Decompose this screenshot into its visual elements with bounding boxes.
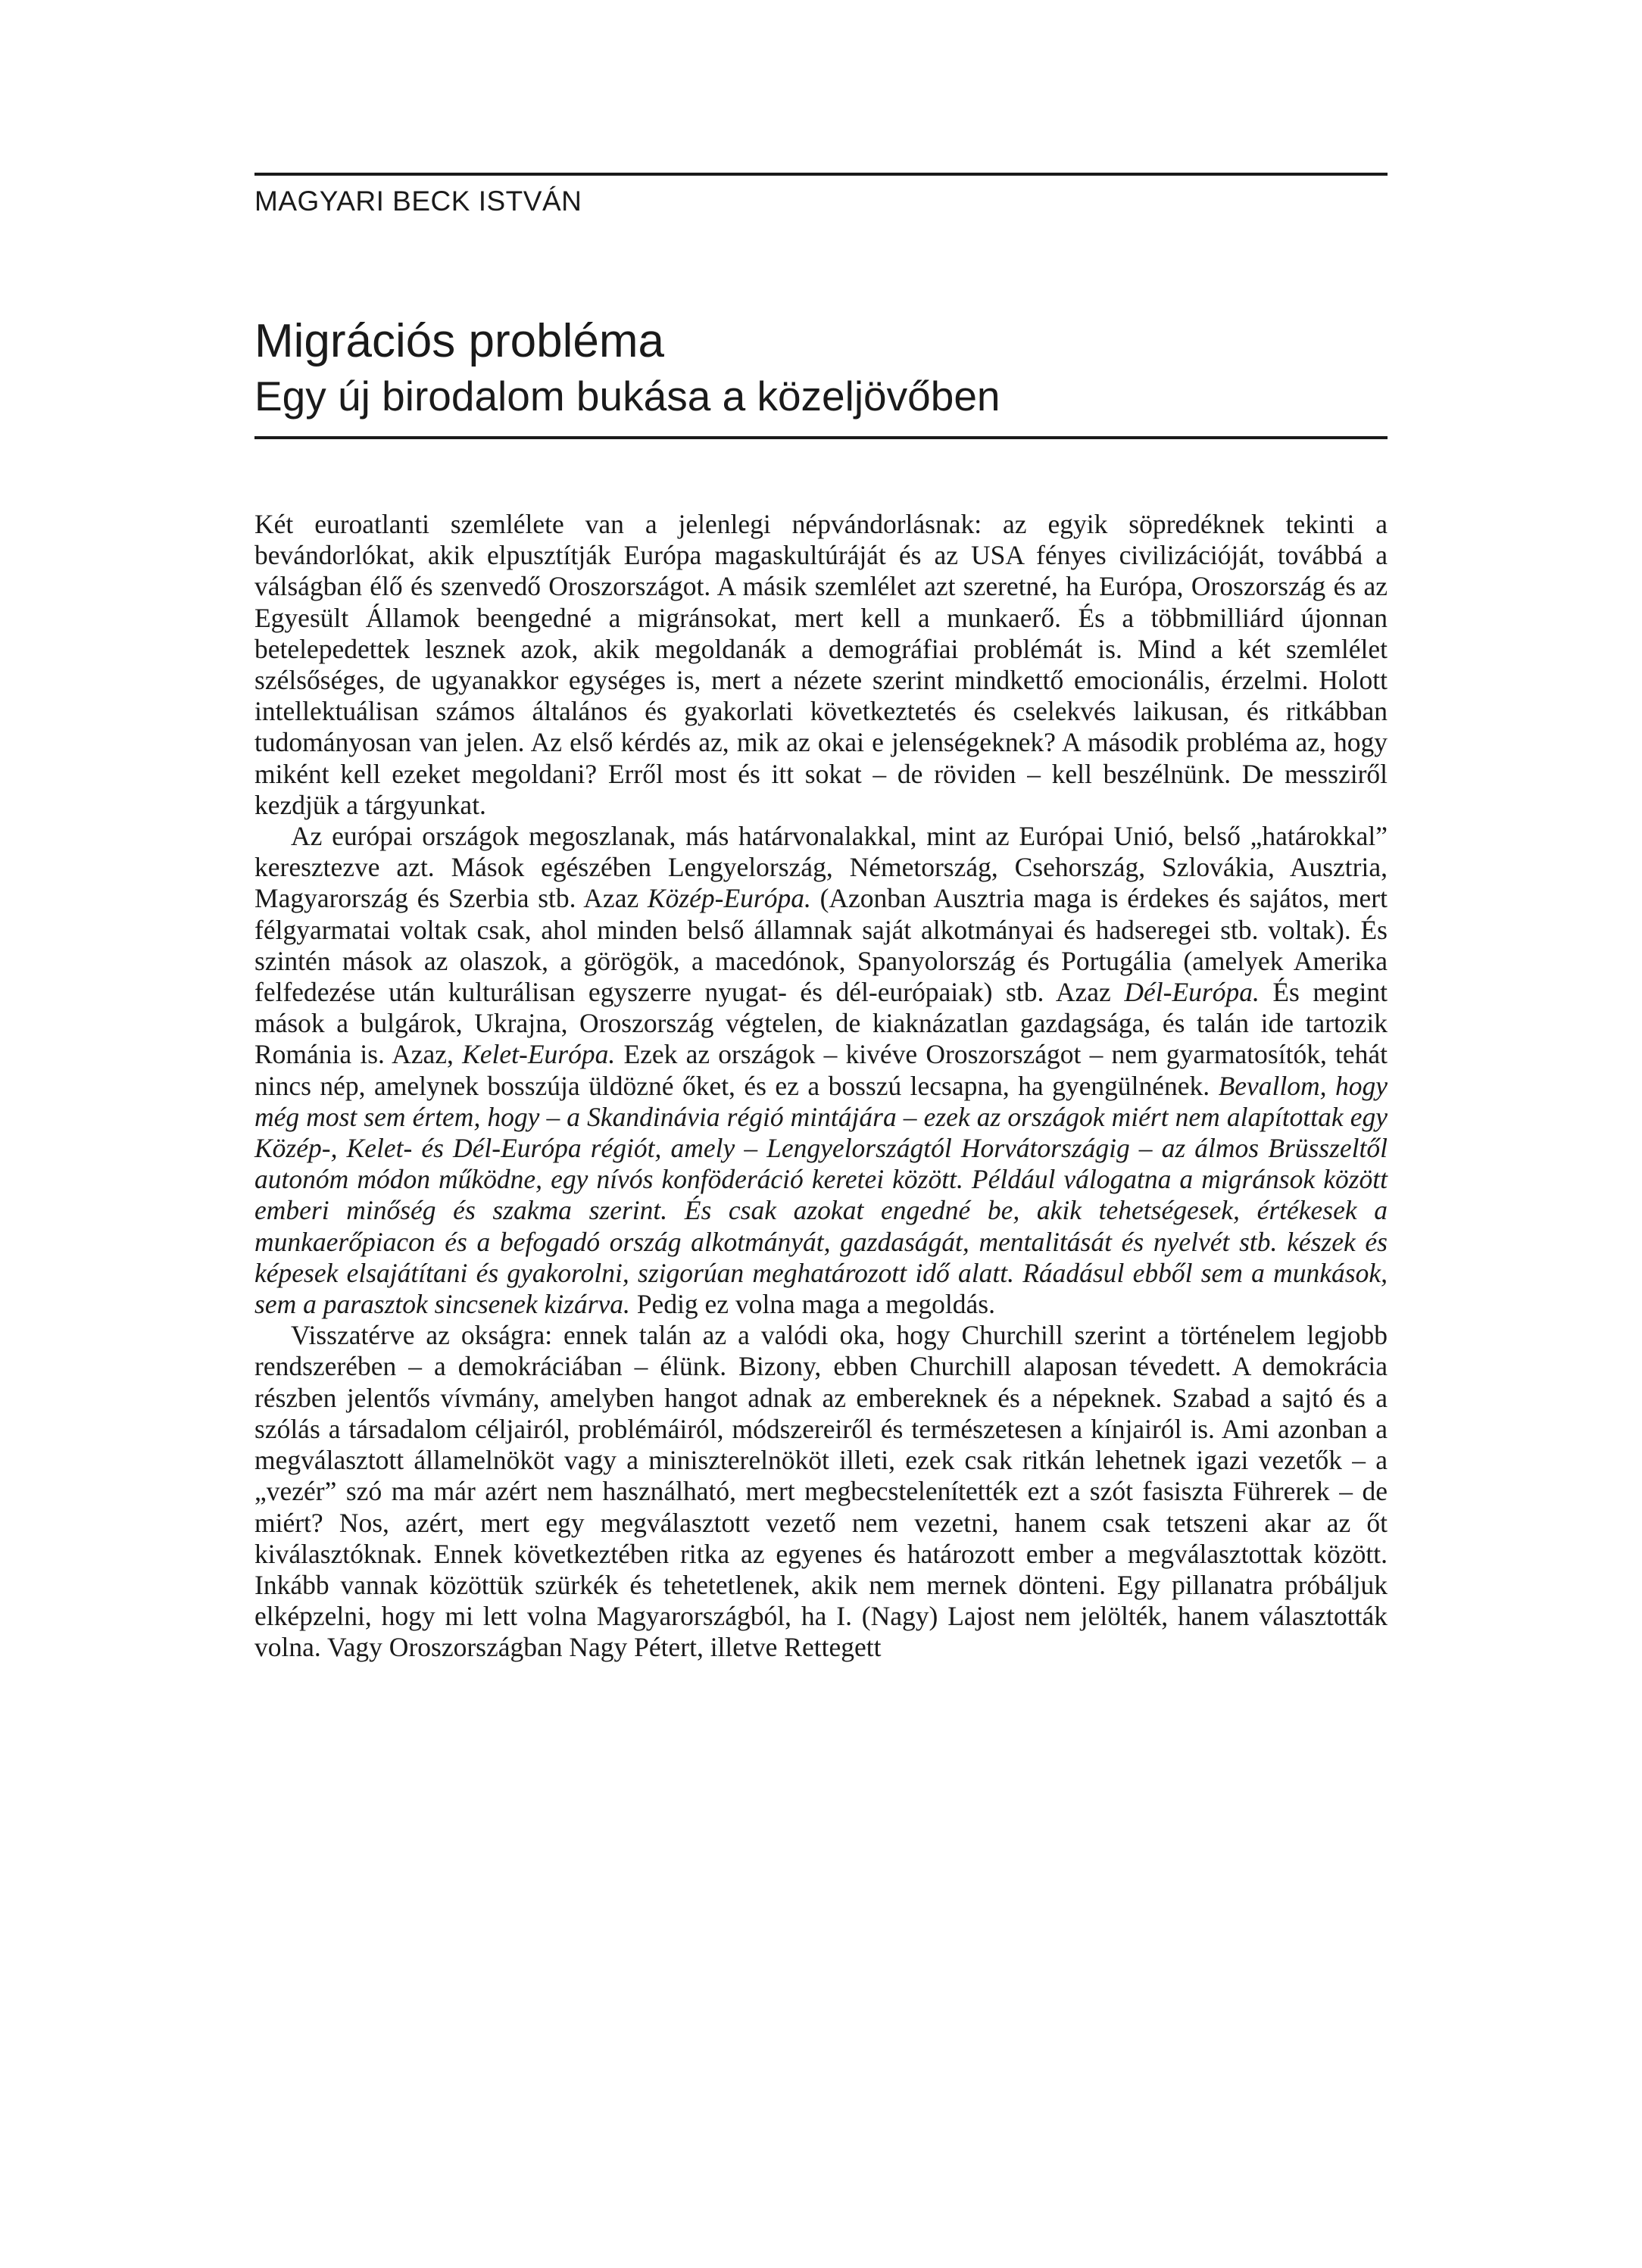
italic-text: Közép-Európa.: [647, 883, 811, 914]
article-body: [254, 509, 1388, 1664]
italic-text: Bevallom, hogy még most sem értem, hogy – a Skandinávia régió mintájára – ezek az országok miért nem alapítottak egy Közép-, Kelet- és Dél-Európa régiót, amely – Lengyelországtól Horvátországig – az álmos Brüsszeltől autonóm módon működne, egy nívós konföderáció keretei között. Például válogatna a migránsok között emberi minőség és szakma szerint. És csak azokat engedné be, akik tehetségesek, értékesek a munkaerőpiacon és a befogadó ország alkotmányát, gazdaságát, mentalitását és nyelvét stb. készek és képesek elsajátítani és gyakorolni, szigorúan meghatározott idő alatt. Ráadásul ebből sem a munkások, sem a parasztok sincsenek kizárva.: [254, 1070, 1388, 1320]
italic-text: Dél-Európa.: [1124, 977, 1260, 1008]
author-name: MAGYARI BECK ISTVÁN: [254, 186, 582, 217]
article-title: Migrációs probléma: [254, 315, 664, 367]
paragraph-text: Visszatérve az okságra: ennek talán az a valódi oka, hogy Churchill szerint a történelem legjobb rendszerében – a demokráciában – élünk. Bizony, ebben Churchill alaposan tévedett. A demokrácia részben jelentős vívmány, amelyben hangot adnak az embereknek és a népeknek. Szabad a sajtó és a szólás a társadalom céljairól, problémáiról, módszereiről és természetesen a kínjairól is. Ami azonban a megválasztott államelnököt vagy a miniszterelnököt illeti, ezek csak ritkán lehetnek igazi vezetők – a „vezér” szó ma már azért nem használható, mert megbecstelenítették ezt a szót fasiszta Führerek – de miért? Nos, azért, mert egy megválasztott vezető nem vezetni, hanem csak tetszeni akar az őt kiválasztóknak. Ennek következtében ritka az egyenes és határozott ember a megválasztottak között. Inkább vannak közöttük szürkék és tehetetlenek, akik nem mernek dönteni. Egy pillanatra próbáljuk elképzelni, hogy mi lett volna Magyarországból, ha I. (Nagy) Lajost nem jelölték, hanem választották volna. Vagy Oroszországban Nagy Pétert, illetve Rettegett: [254, 1320, 1388, 1663]
title-rule: [254, 436, 1388, 439]
document-page: [254, 0, 1388, 2268]
body-paragraph: [254, 509, 1388, 821]
paragraph-text: Pedig ez volna maga a megoldás.: [629, 1289, 995, 1320]
article-subtitle: Egy új birodalom bukása a közeljövőben: [254, 373, 1000, 420]
body-paragraph: [254, 1320, 1388, 1663]
paragraph-text: Az európai országok megoszlanak, más határvonalakkal, mint az Európai Unió, belső „határokkal” keresztezve azt. Mások egészében Lengyelország, Németország, Csehország, Szlovákia, Ausztria, Magyarország és Szerbia stb. Azaz: [254, 821, 1388, 914]
paragraph-text: És megint mások a bulgárok, Ukrajna, Oroszország végtelen, de kiaknázatlan gazdagsága, és talán ide tartozik Románia is. Azaz,: [254, 977, 1388, 1070]
paragraph-text: (Azonban Ausztria maga is érdekes és sajátos, mert félgyarmatai voltak csak, ahol minden belső államnak saját alkotmányai és hadseregei stb. voltak). És szintén mások az olaszok, a görögök, a macedónok, Spanyolország és Portugália (amelyek Amerika felfedezése után kulturálisan egyszerre nyugat- és dél-európaiak) stb. Azaz: [254, 883, 1388, 1008]
italic-text: Kelet-Európa.: [462, 1039, 616, 1070]
paragraph-text: Két euroatlanti szemlélete van a jelenlegi népvándorlásnak: az egyik söpredéknek tekinti a bevándorlókat, akik elpusztítják Európa magaskultúráját és az USA fényes civilizációját, továbbá a válságban élő és szenvedő Oroszországot. A másik szemlélet azt szeretné, ha Európa, Oroszország és az Egyesült Államok beengedné a migránsokat, mert kell a munkaerő. És a többmilliárd újonnan betelepedettek lesznek azok, akik megoldanák a demográfiai problémát is. Mind a két szemlélet szélsőséges, de ugyanakkor egységes is, mert a nézete szerint mindkettő emocionális, érzelmi. Holott intellektuálisan számos általános és gyakorlati következtetés és cselekvés laikusan, és ritkábban tudományosan van jelen. Az első kérdés az, mik az okai e jelenségeknek? A második probléma az, hogy miként kell ezeket megoldani? Erről most és itt sokat – de röviden – kell beszélnünk. De messziről kezdjük a tárgyunkat.: [254, 509, 1388, 820]
paragraph-text: Ezek az országok – kivéve Oroszországot – nem gyarmatosítók, tehát nincs nép, amelynek bosszúja üldözné őket, és ez a bosszú lecsapna, ha gyengülnének.: [254, 1039, 1388, 1101]
header-rule: [254, 173, 1388, 176]
body-paragraph: [254, 821, 1388, 1320]
